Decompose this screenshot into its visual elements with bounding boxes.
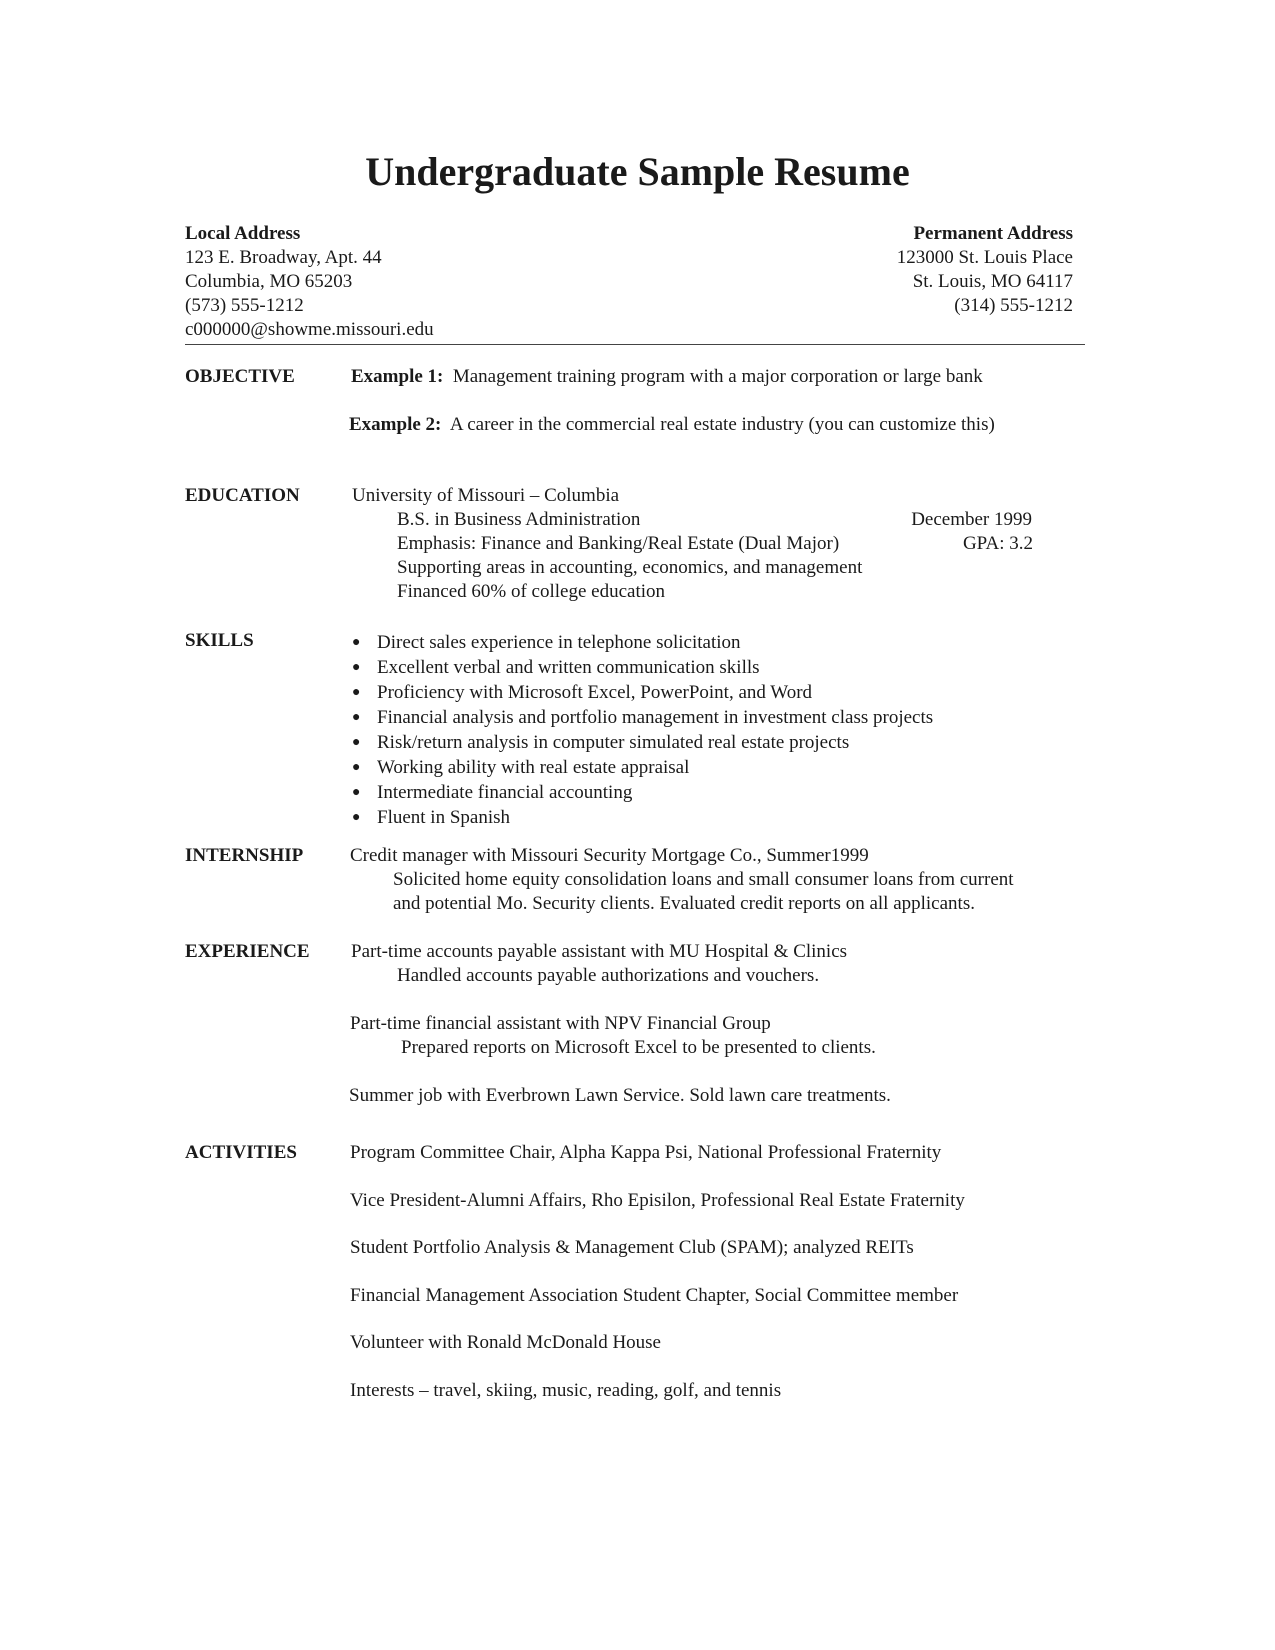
education-financed: Financed 60% of college education [397,581,666,602]
experience-job-3: Summer job with Everbrown Lawn Service. Sold lawn care treatments. [349,1085,891,1106]
local-address-street: 123 E. Broadway, Apt. 44 [185,247,382,268]
education-supporting: Supporting areas in accounting, economics, and management [397,557,863,578]
experience-job-2-desc: Prepared reports on Microsoft Excel to be presented to clients. [401,1037,876,1058]
education-gpa: GPA: 3.2 [962,533,1033,554]
internship-desc-1: Solicited home equity consolidation loans and small consumer loans from current [393,869,1014,890]
activities-heading: ACTIVITIES [185,1142,297,1163]
local-address-email: c000000@showme.missouri.edu [185,319,434,340]
list-item: Financial Management Association Student Chapter, Social Committee member [350,1284,959,1306]
bullet-icon: ● [352,685,361,700]
bullet-icon: ● [352,785,361,800]
page-title: Undergraduate Sample Resume [365,149,910,194]
permanent-address-street: 123000 St. Louis Place [896,247,1073,268]
list-item: Vice President-Alumni Affairs, Rho Episilon, Professional Real Estate Fraternity [350,1189,965,1211]
education-heading: EDUCATION [185,485,300,506]
bullet-icon: ● [352,710,361,725]
objective-example-2 [349,414,995,436]
objective-example-1-text: Management training program with a major corporation or large bank [452,366,983,387]
local-address-phone: (573) 555-1212 [185,295,304,316]
list-item: ● Financial analysis and portfolio management in investment class projects [352,707,934,728]
internship-desc-2: and potential Mo. Security clients. Evaluated credit reports on all applicants. [393,893,975,914]
objective-example-1-label: Example 1: [351,366,444,387]
local-address-label: Local Address [185,223,301,244]
activities-list [350,1142,965,1427]
list-item: ● Intermediate financial accounting [352,782,633,803]
list-item: ● Excellent verbal and written communication skills [352,657,760,678]
bullet-icon: ● [352,735,361,750]
skills-heading: SKILLS [185,630,254,651]
objective-heading: OBJECTIVE [185,366,295,387]
list-item: ● Fluent in Spanish [352,807,511,828]
list-item: Interests – travel, skiing, music, reading, golf, and tennis [350,1379,782,1401]
local-address-city: Columbia, MO 65203 [185,271,353,292]
permanent-address-city: St. Louis, MO 64117 [912,271,1073,292]
list-item: ● Working ability with real estate appraisal [352,757,690,778]
list-item: ● Proficiency with Microsoft Excel, PowerPoint, and Word [352,682,813,703]
permanent-address-block [897,222,1073,318]
list-item: ● Direct sales experience in telephone solicitation [352,632,741,653]
permanent-address-label: Permanent Address [913,223,1073,244]
objective-example-1 [351,366,983,388]
list-item: Volunteer with Ronald McDonald House [350,1332,661,1353]
local-address-block [185,222,434,342]
internship-heading: INTERNSHIP [185,845,304,866]
list-item: Student Portfolio Analysis & Management Club (SPAM); analyzed REITs [350,1237,914,1258]
experience-job-1-desc: Handled accounts payable authorizations and vouchers. [397,965,820,986]
education-school: University of Missouri – Columbia [352,485,620,506]
education-date: December 1999 [911,509,1032,530]
header-divider [185,344,1085,345]
skills-list [352,630,933,830]
experience-job-2-title: Part-time financial assistant with NPV Financial Group [350,1013,771,1034]
bullet-icon: ● [352,635,361,650]
bullet-icon: ● [352,660,361,675]
education-emphasis: Emphasis: Finance and Banking/Real Estate (Dual Major) [397,533,840,554]
objective-example-2-label: Example 2: [349,414,442,435]
education-degree: B.S. in Business Administration [397,509,641,530]
list-item: ● Risk/return analysis in computer simulated real estate projects [352,732,850,753]
bullet-icon: ● [352,810,361,825]
experience-heading: EXPERIENCE [185,941,310,962]
experience-job-1-title: Part-time accounts payable assistant with MU Hospital & Clinics [351,941,848,962]
bullet-icon: ● [352,760,361,775]
permanent-address-phone: (314) 555-1212 [954,295,1073,316]
list-item: Program Committee Chair, Alpha Kappa Psi, National Professional Fraternity [350,1142,942,1163]
internship-title: Credit manager with Missouri Security Mortgage Co., Summer1999 [350,845,869,866]
objective-example-2-text: A career in the commercial real estate industry (you can customize this) [449,414,995,435]
